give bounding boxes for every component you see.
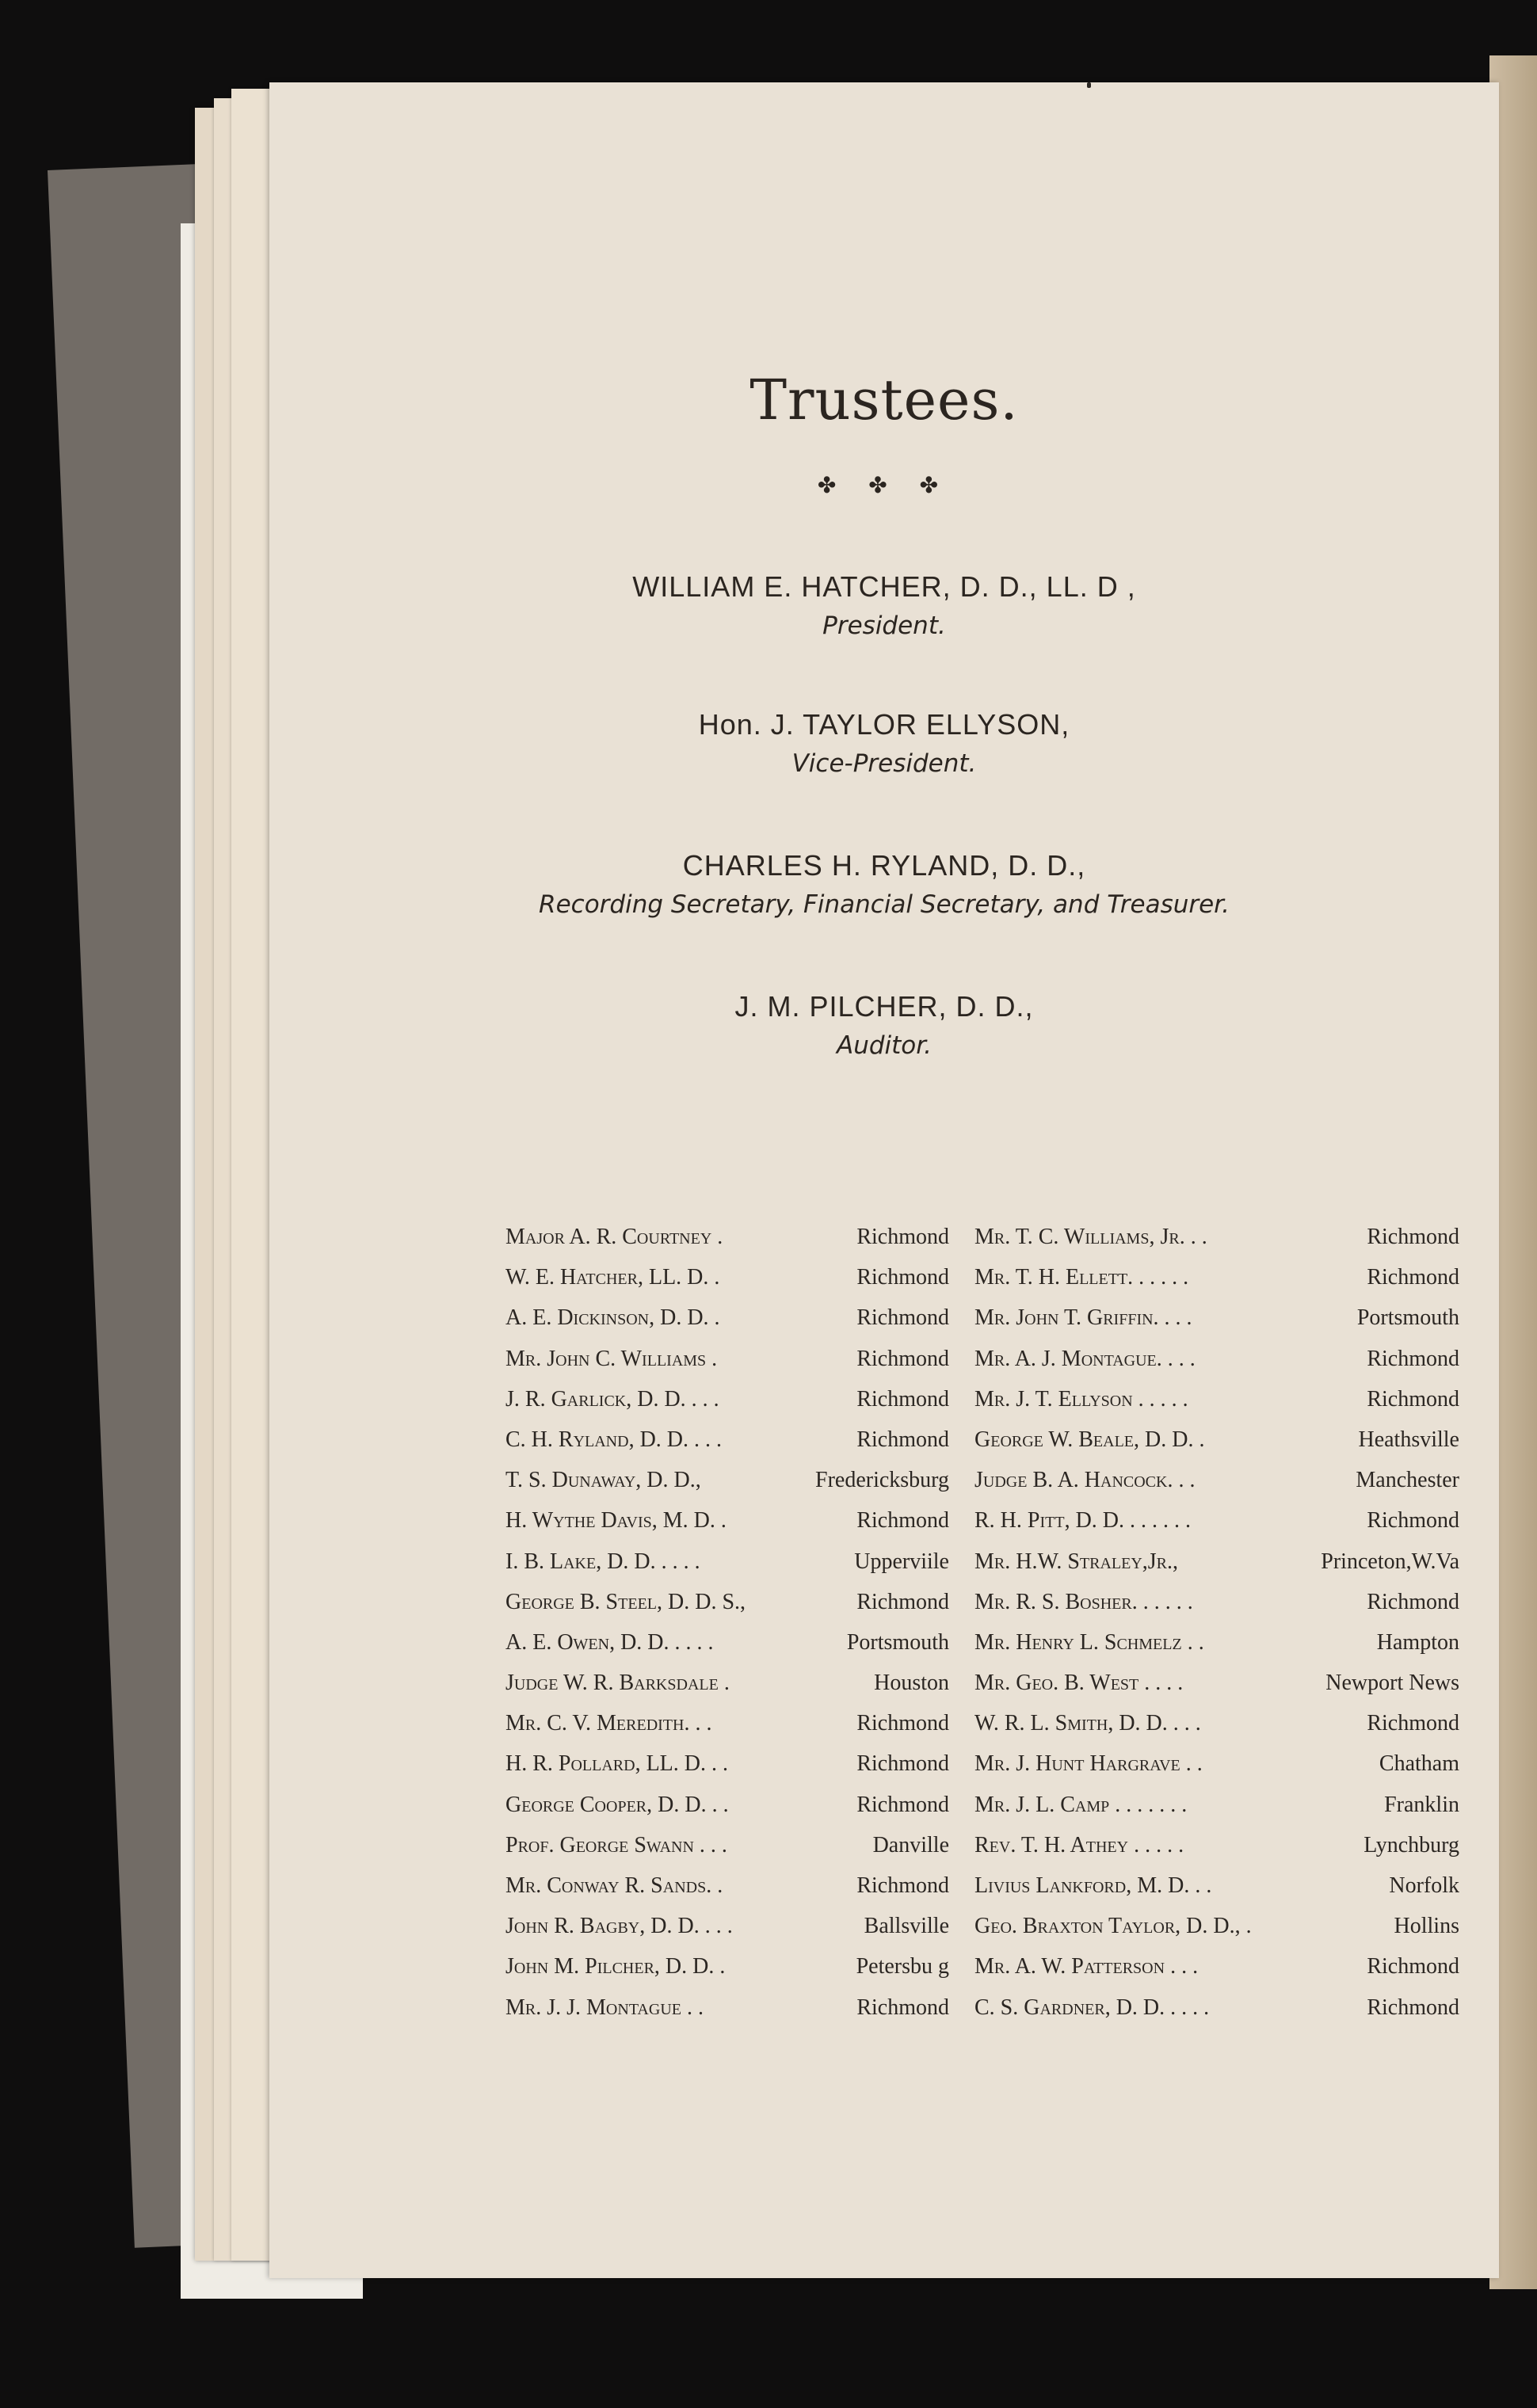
trustee-name: Mr. A. J. Montague. . . . — [974, 1346, 1196, 1371]
trustee-place: Richmond — [1367, 1346, 1459, 1371]
trustee-entry — [974, 1825, 1459, 1865]
officer-block — [269, 849, 1499, 919]
trustee-place: Franklin — [1384, 1792, 1459, 1817]
trustee-place: Newport News — [1325, 1671, 1459, 1696]
leader-dots — [719, 1379, 857, 1419]
officer-role: Recording Secretary, Financial Secretary, and Treasurer. — [539, 890, 1230, 919]
officer-role: Auditor. — [836, 1031, 932, 1060]
trustee-place: Chatham — [1379, 1751, 1459, 1777]
leader-dots — [1211, 1865, 1389, 1906]
trustee-name: H. Wythe Davis, M. D. . — [505, 1508, 727, 1534]
leader-dots — [1188, 1257, 1367, 1297]
trustee-place: Petersbu g — [856, 1954, 949, 1979]
trustee-place: Norfolk — [1389, 1873, 1459, 1898]
trustee-name: Mr. R. S. Bosher. . . . . . — [974, 1589, 1193, 1614]
officer-role: Vice-President. — [791, 749, 977, 778]
trustee-entry — [974, 1257, 1459, 1297]
trustee-place: Princeton,W.Va — [1321, 1549, 1459, 1574]
trustee-place: Richmond — [856, 1508, 949, 1534]
officer-role: President. — [822, 612, 946, 640]
trustee-name: Mr. J. J. Montague . . — [505, 1995, 704, 2020]
trustee-entry — [505, 1379, 949, 1419]
trustee-place: Richmond — [856, 1346, 949, 1371]
trustee-entry — [505, 1460, 949, 1500]
trustee-entry — [505, 1663, 949, 1703]
trustee-name: George B. Steel, D. D. S., — [505, 1589, 746, 1614]
trustees-column-left — [505, 1217, 949, 2028]
trustee-place: Richmond — [856, 1225, 949, 1249]
trustee-name: C. S. Gardner, D. D. . . . . — [974, 1995, 1210, 2020]
trustee-name: George Cooper, D. D. . . — [505, 1792, 729, 1817]
trustee-place: Heathsville — [1358, 1427, 1459, 1452]
fleuron-ornament: ✤ ✤ ✤ — [817, 472, 952, 498]
trustee-place: Upperviile — [854, 1549, 949, 1574]
trustee-name: Mr. A. W. Patterson . . . — [974, 1954, 1199, 1979]
trustee-name: W. R. L. Smith, D. D. . . . — [974, 1711, 1201, 1736]
trustee-name: John R. Bagby, D. D. . . . — [505, 1914, 733, 1939]
trustee-name: T. S. Dunaway, D. D., — [505, 1468, 701, 1493]
leader-dots — [701, 1460, 815, 1500]
trustee-place: Richmond — [856, 1751, 949, 1777]
trustee-entry — [505, 1825, 949, 1865]
trustee-entry — [505, 1865, 949, 1906]
trustee-place: Fredericksburg — [815, 1468, 949, 1493]
officer-block — [269, 570, 1499, 640]
trustee-entry — [974, 1785, 1459, 1825]
officer-name: WILLIAM E. HATCHER, D. D., LL. D , — [632, 570, 1136, 603]
trustee-entry — [974, 1460, 1459, 1500]
leader-dots — [720, 1297, 857, 1338]
officer-block — [269, 708, 1499, 778]
leader-dots — [727, 1500, 856, 1541]
trustee-entry — [505, 1339, 949, 1379]
trustee-entry — [974, 1582, 1459, 1622]
trustee-name: I. B. Lake, D. D. . . . . — [505, 1549, 700, 1574]
trustee-name: Mr. Geo. B. West . . . . — [974, 1671, 1184, 1696]
trustee-name: Mr. John C. Williams . — [505, 1346, 718, 1371]
trustee-name: Major A. R. Courtney . — [505, 1225, 723, 1249]
trustee-name: A. E. Owen, D. D. . . . . — [505, 1629, 714, 1655]
trustee-place: Richmond — [1367, 1508, 1459, 1534]
trustee-place: Richmond — [856, 1589, 949, 1614]
trustee-place: Richmond — [856, 1427, 949, 1452]
trustee-name: Judge W. R. Barksdale . — [505, 1671, 730, 1696]
trustee-name: Mr. C. V. Meredith. . . — [505, 1711, 712, 1736]
trustee-entry — [505, 1622, 949, 1663]
officer-block — [269, 990, 1499, 1060]
leader-dots — [1204, 1622, 1377, 1663]
trustee-entry — [974, 1743, 1459, 1784]
trustee-name: Mr. John T. Griffin. . . . — [974, 1305, 1192, 1331]
trustee-name: Livius Lankford, M. D. . . — [974, 1873, 1212, 1898]
leader-dots — [1183, 1663, 1325, 1703]
trustee-place: Danville — [872, 1832, 949, 1857]
leader-dots — [717, 1339, 856, 1379]
trustee-place: Richmond — [856, 1995, 949, 2020]
trustee-entry — [974, 1500, 1459, 1541]
trustee-name: C. H. Ryland, D. D. . . . — [505, 1427, 723, 1452]
leader-dots — [1191, 1500, 1367, 1541]
leader-dots — [728, 1743, 856, 1784]
trustee-entry — [974, 1663, 1459, 1703]
leader-dots — [1192, 1297, 1357, 1338]
leader-dots — [1201, 1703, 1367, 1743]
leader-dots — [714, 1622, 847, 1663]
trustee-place: Lynchburg — [1363, 1832, 1459, 1857]
leader-dots — [1209, 1987, 1367, 2028]
trustee-entry — [505, 1703, 949, 1743]
trustee-name: Mr. J. Hunt Hargrave . . — [974, 1751, 1203, 1777]
trustee-entry — [974, 1946, 1459, 1987]
leader-dots — [1193, 1582, 1367, 1622]
trustee-place: Richmond — [856, 1873, 949, 1898]
trustee-entry — [974, 1339, 1459, 1379]
trustee-entry — [505, 1217, 949, 1257]
officer-name: CHARLES H. RYLAND, D. D., — [682, 849, 1086, 882]
officer-name: Hon. J. TAYLOR ELLYSON, — [698, 708, 1070, 741]
leader-dots — [1203, 1743, 1379, 1784]
trustee-place: Richmond — [1367, 1265, 1459, 1290]
trustee-name: George W. Beale, D. D. . — [974, 1427, 1205, 1452]
trustee-entry — [974, 1703, 1459, 1743]
leader-dots — [729, 1785, 857, 1825]
trustee-place: Portsmouth — [1356, 1305, 1459, 1331]
leader-dots — [730, 1663, 874, 1703]
leader-dots — [711, 1703, 856, 1743]
trustee-place: Richmond — [856, 1265, 949, 1290]
leader-dots — [725, 1946, 856, 1987]
leader-dots — [722, 1419, 856, 1460]
trustee-entry — [505, 1987, 949, 2028]
trustee-name: Prof. George Swann . . . — [505, 1832, 727, 1857]
trustee-place: Ballsville — [864, 1914, 949, 1939]
trustee-entry — [974, 1622, 1459, 1663]
leader-dots — [719, 1257, 856, 1297]
trustee-name: H. R. Pollard, LL. D. . . — [505, 1751, 728, 1777]
trustee-name: W. E. Hatcher, LL. D. . — [505, 1265, 720, 1290]
trustee-entry — [505, 1297, 949, 1338]
trustee-entry — [974, 1865, 1459, 1906]
trustee-place: Richmond — [856, 1386, 949, 1412]
trustee-name: Mr. J. L. Camp . . . . . . . — [974, 1792, 1188, 1817]
page-title: Trustees. — [749, 368, 1019, 432]
trustee-entry — [505, 1500, 949, 1541]
trustee-place: Richmond — [856, 1792, 949, 1817]
ink-speck — [1087, 82, 1091, 88]
trustee-entry — [505, 1743, 949, 1784]
officer-name: J. M. PILCHER, D. D., — [734, 990, 1034, 1023]
leader-dots — [1204, 1419, 1358, 1460]
trustee-name: Mr. H.W. Straley,Jr., — [974, 1549, 1178, 1574]
trustee-place: Houston — [874, 1671, 949, 1696]
trustee-place: Hollins — [1394, 1914, 1459, 1939]
leader-dots — [1178, 1541, 1321, 1582]
trustee-name: J. R. Garlick, D. D. . . . — [505, 1386, 719, 1412]
trustee-place: Richmond — [1367, 1589, 1459, 1614]
trustee-entry — [505, 1785, 949, 1825]
leader-dots — [1252, 1906, 1394, 1946]
trustee-place: Richmond — [856, 1305, 949, 1331]
trustee-place: Manchester — [1356, 1468, 1459, 1493]
trustee-entry — [505, 1906, 949, 1946]
trustee-place: Richmond — [1367, 1711, 1459, 1736]
trustee-entry — [505, 1541, 949, 1582]
trustee-place: Richmond — [1367, 1954, 1459, 1979]
leader-dots — [727, 1825, 873, 1865]
trustee-name: Mr. J. T. Ellyson . . . . . — [974, 1386, 1188, 1412]
leader-dots — [1188, 1379, 1367, 1419]
trustee-entry — [974, 1906, 1459, 1946]
leader-dots — [1207, 1217, 1367, 1257]
trustee-entry — [505, 1257, 949, 1297]
leader-dots — [746, 1582, 856, 1622]
trustee-entry — [974, 1541, 1459, 1582]
trustee-name: Geo. Braxton Taylor, D. D., . — [974, 1914, 1252, 1939]
trustee-entry — [974, 1419, 1459, 1460]
trustee-entry — [505, 1419, 949, 1460]
trustee-name: John M. Pilcher, D. D. . — [505, 1954, 726, 1979]
leader-dots — [1187, 1785, 1384, 1825]
leader-dots — [1196, 1339, 1367, 1379]
leader-dots — [1198, 1946, 1367, 1987]
document-page — [269, 82, 1499, 2278]
trustee-place: Portsmouth — [846, 1629, 949, 1655]
trustee-place: Richmond — [1367, 1386, 1459, 1412]
trustees-column-right — [974, 1217, 1459, 2028]
trustee-entry — [505, 1582, 949, 1622]
trustee-entry — [974, 1217, 1459, 1257]
trustee-place: Richmond — [856, 1711, 949, 1736]
trustee-name: Mr. T. H. Ellett. . . . . . — [974, 1265, 1189, 1290]
leader-dots — [1195, 1460, 1356, 1500]
leader-dots — [1184, 1825, 1363, 1865]
trustee-name: Mr. Conway R. Sands. . — [505, 1873, 723, 1898]
trustee-entry — [974, 1987, 1459, 2028]
trustee-entry — [974, 1297, 1459, 1338]
trustee-name: Mr. Henry L. Schmelz . . — [974, 1629, 1204, 1655]
leader-dots — [723, 1217, 856, 1257]
leader-dots — [704, 1987, 856, 2028]
leader-dots — [733, 1906, 864, 1946]
trustee-name: R. H. Pitt, D. D. . . . . . . — [974, 1508, 1192, 1534]
trustee-name: Mr. T. C. Williams, Jr. . . — [974, 1225, 1207, 1249]
trustee-name: Rev. T. H. Athey . . . . . — [974, 1832, 1184, 1857]
trustee-name: A. E. Dickinson, D. D. . — [505, 1305, 720, 1331]
trustee-place: Richmond — [1367, 1225, 1459, 1249]
trustee-place: Richmond — [1367, 1995, 1459, 2020]
trustee-entry — [974, 1379, 1459, 1419]
leader-dots — [723, 1865, 856, 1906]
trustee-entry — [505, 1946, 949, 1987]
leader-dots — [700, 1541, 855, 1582]
trustee-name: Judge B. A. Hancock. . . — [974, 1468, 1196, 1493]
trustee-place: Hampton — [1376, 1629, 1459, 1655]
